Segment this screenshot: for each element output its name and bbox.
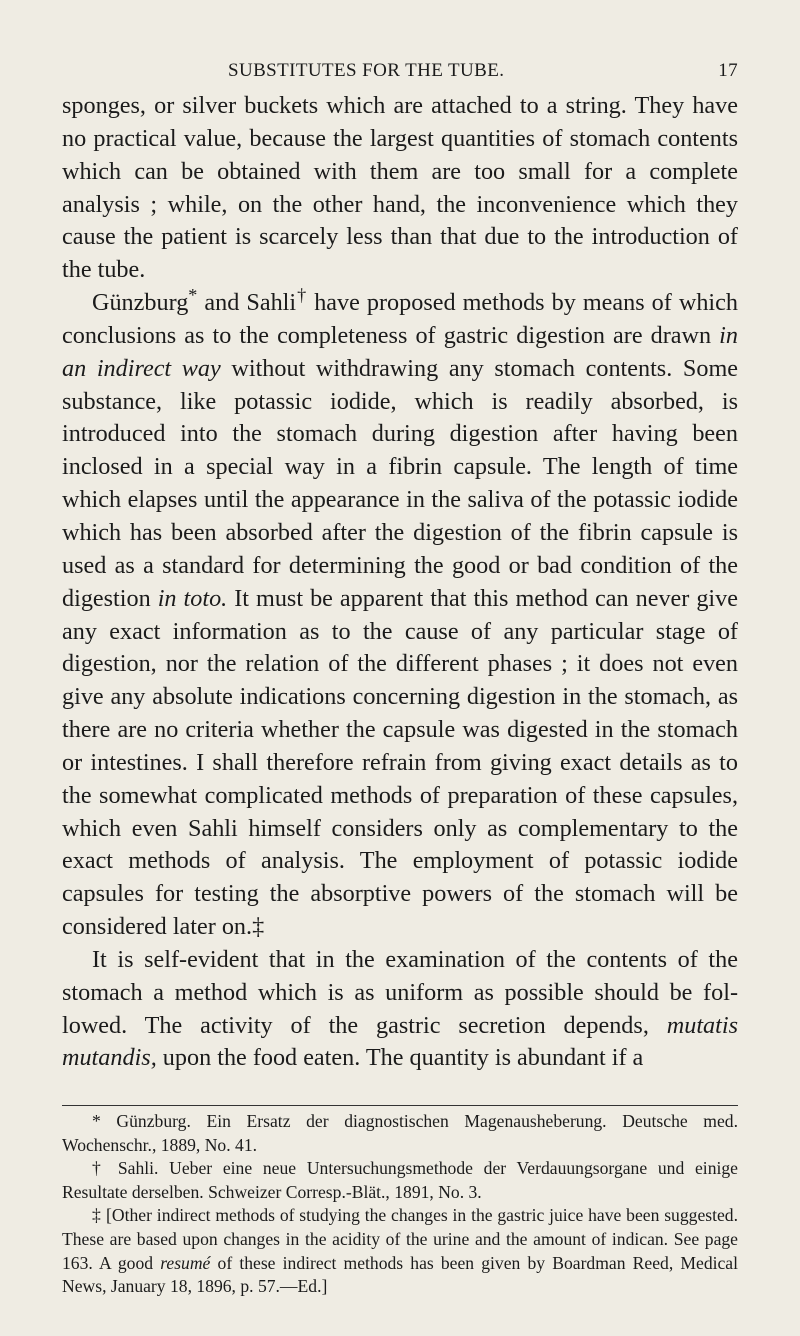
footnotes [62,1110,738,1299]
author-gunzburg: Günzburg [92,289,189,317]
running-title: SUBSTITUTES FOR THE TUBE. [228,60,505,81]
italic-phrase: in toto. [157,584,228,612]
footnote-divider [62,1105,738,1106]
footnote-mark-double-dagger: ‡ [252,913,265,941]
footnote-gunzburg: * Günzburg. Ein Ersatz der diagnostischen Magenausheberung. Deutsche med. Wochenschr., 1889, No. 41. [62,1111,738,1155]
page-number: 17 [718,60,738,81]
footnote-editor [62,1204,738,1298]
italic-phrase: mutatis mutandis, [62,1011,738,1072]
paragraph-text: and Sahli [197,289,297,317]
italic-phrase: in an indirect way [62,321,738,382]
body-text [62,90,738,1075]
paragraph-text: upon the food eaten. The quantity is abundant if a [156,1044,644,1072]
running-header [228,60,738,84]
italic-phrase: resumé [160,1252,211,1273]
paragraph-text: It is self-evident that in the examination of the contents of the stomach a method which is as uniform as possible should be followed. The activity of the gastric secretion depends, [62,945,738,1039]
footnote-mark-asterisk: * [188,285,198,305]
footnote-sahli: † Sahli. Ueber eine neue Untersuchungsmethode der Verdauungsorgane und einige Resultate derselben. Schweizer Corresp.-Blät., 1891, No. 3. [62,1158,738,1202]
paragraph-continued: sponges, or silver buckets which are attached to a string. They have no practical value, because the largest quantities of stomach contents which can be obtained with them are too small for a complete analysis ; while, on the other hand, the inconvenience which they cause the patient is scarcely less than that due to the introduction of the tube. [62,92,738,284]
footnote-text: ‡ [Other indirect methods of studying the changes in the gastric juice have been suggested. These are based upon changes in the acidity of the urine and the amount of indican. See page 163. A good [62,1205,738,1273]
paragraph-gunzburg-sahli [62,287,738,944]
paragraph-text: have proposed methods by means of which conclusions as to the completeness of gastric digestion are drawn [62,289,738,349]
footnote-mark-dagger: † [296,285,308,305]
paragraph-uniform-method [62,944,738,1075]
footnote-text: of these indirect methods has been given by Boardman Reed, Medical News, January 18, 1896, p. 57.—Ed.] [62,1252,739,1297]
paragraph-text: without withdrawing any stomach contents. Some substance, like potassic iodide, which is readily absorbed, is introduced into the stomach during digestion after having been inclosed in a special way in a fibrin capsule. The length of time which elapses until the appearance in the saliva of the potassic iodide which has been absorbed after the digestion of the fibrin capsule is used as a standard for determining the good or bad condition of the digestion [62,354,738,612]
paragraph-text: It must be apparent that this method can never give any exact information as to the cause of any particular stage of digestion, nor the relation of the different phases ; it does not even give any absolute indications concerning digestion in the stomach, as there are no criteria whether the capsule was digested in the stomach or intestines. I shall therefore refrain from giving exact details as to the somewhat complicated methods of preparation of these capsules, which even Sahli himself considers only as complementary to the exact methods of analysis. The employment of potassic iodide capsules for testing the absorptive powers of the stomach will be considered later on. [62,584,738,941]
